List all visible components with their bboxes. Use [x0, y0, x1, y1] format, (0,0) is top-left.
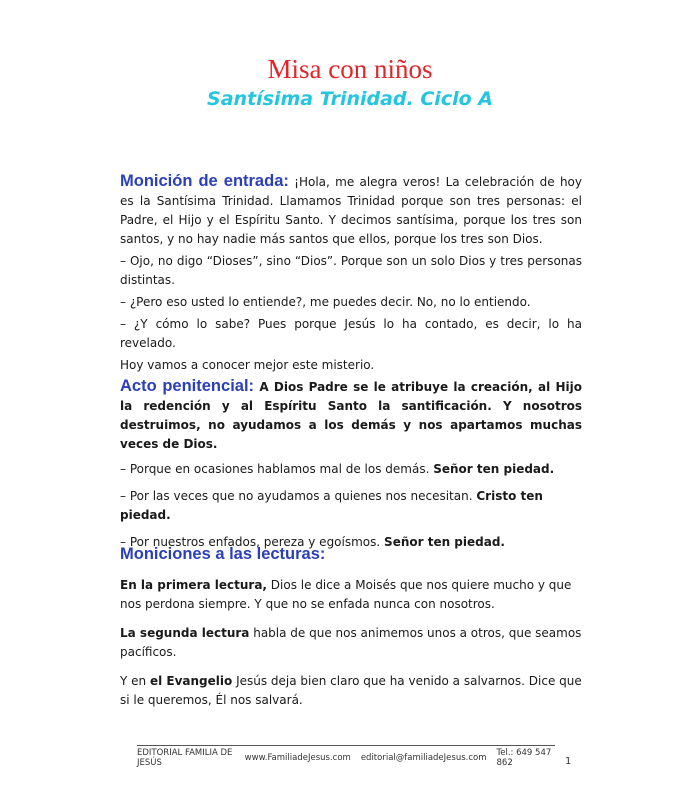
lectura-item [120, 624, 582, 662]
footer-phone: Tel.: 649 547 862 [496, 748, 552, 768]
footer-email: editorial@familiadeJesus.com [360, 753, 487, 763]
page-footer [137, 745, 555, 770]
monicion-entrada-section [120, 172, 582, 378]
acto-penitencial-intro-text: A Dios Padre se le atribuye la creación, al Hijo la redención y al Espíritu Santo la santificación. Y nosotros destruimos, no ayudamos a los demás y nos apartamos muchas veces de Dios. [120, 380, 582, 451]
lectura-item [120, 672, 582, 710]
moniciones-lecturas-heading: Moniciones a las lecturas: [120, 545, 326, 563]
monicion-line: – ¿Y cómo lo sabe? Pues porque Jesús lo ha contado, es decir, lo ha revelado. [120, 317, 582, 350]
monicion-line: Hoy vamos a conocer mejor este misterio. [120, 358, 375, 372]
lectura-text: habla de que nos animemos unos a otros, que seamos pacíficos. [120, 626, 582, 659]
lectura-item [120, 576, 582, 614]
invocation-response: Señor ten piedad. [433, 462, 555, 476]
invocation-response: Cristo ten piedad. [120, 489, 543, 522]
lectura-text: Jesús deja bien claro que ha venido a salvarnos. Dice que si le queremos, Él nos salvará. [120, 674, 582, 707]
lectura-text: Dios le dice a Moisés que nos quiere mucho y que nos perdona siempre. Y que no se enfada nunca con nosotros. [120, 578, 572, 611]
lectura-label: En la primera lectura, [120, 578, 267, 592]
acto-penitencial-section [120, 377, 582, 560]
page-subtitle: Santísima Trinidad. Ciclo A [207, 88, 493, 110]
invocation-text: – Por nuestros enfados, pereza y egoísmos. [120, 535, 381, 549]
invocation [120, 460, 582, 479]
monicion-line: – Ojo, no digo “Dioses”, sino “Dios”. Porque son un solo Dios y tres personas distintas. [120, 254, 582, 287]
footer-publisher: EDITORIAL FAMILIA DE JESÚS [137, 748, 233, 768]
acto-penitencial-intro [120, 377, 582, 454]
monicion-entrada-heading: Monición de entrada: [120, 172, 289, 190]
monicion-entrada-intro [120, 172, 582, 249]
invocation-response: Señor ten piedad. [384, 535, 505, 549]
footer-website: www.FamiliadeJesus.com [244, 753, 351, 763]
monicion-entrada-intro-text: ¡Hola, me alegra veros! La celebración de hoy es la Santísima Trinidad. Llamamos Trinidad porque son tres personas: el Padre, el Hijo y el Espíritu Santo. Y decimos santísima, porque los tres son santos, y no hay nadie más santos que ellos, porque los tres son Dios. [120, 175, 582, 246]
monicion-line: – ¿Pero eso usted lo entiende?, me puedes decir. No, no lo entiendo. [120, 295, 531, 309]
moniciones-lecturas-section [120, 545, 582, 720]
invocation [120, 487, 582, 525]
invocation-text: – Porque en ocasiones hablamos mal de los demás. [120, 462, 430, 476]
acto-penitencial-heading: Acto penitencial: [120, 377, 255, 395]
lectura-prefix: Y en [120, 674, 150, 688]
lectura-label: La segunda lectura [120, 626, 250, 640]
invocation-text: – Por las veces que no ayudamos a quienes nos necesitan. [120, 489, 473, 503]
page-number: 1 [565, 756, 572, 767]
lectura-label: el Evangelio [149, 674, 233, 688]
page-title: Misa con niños [267, 54, 433, 84]
